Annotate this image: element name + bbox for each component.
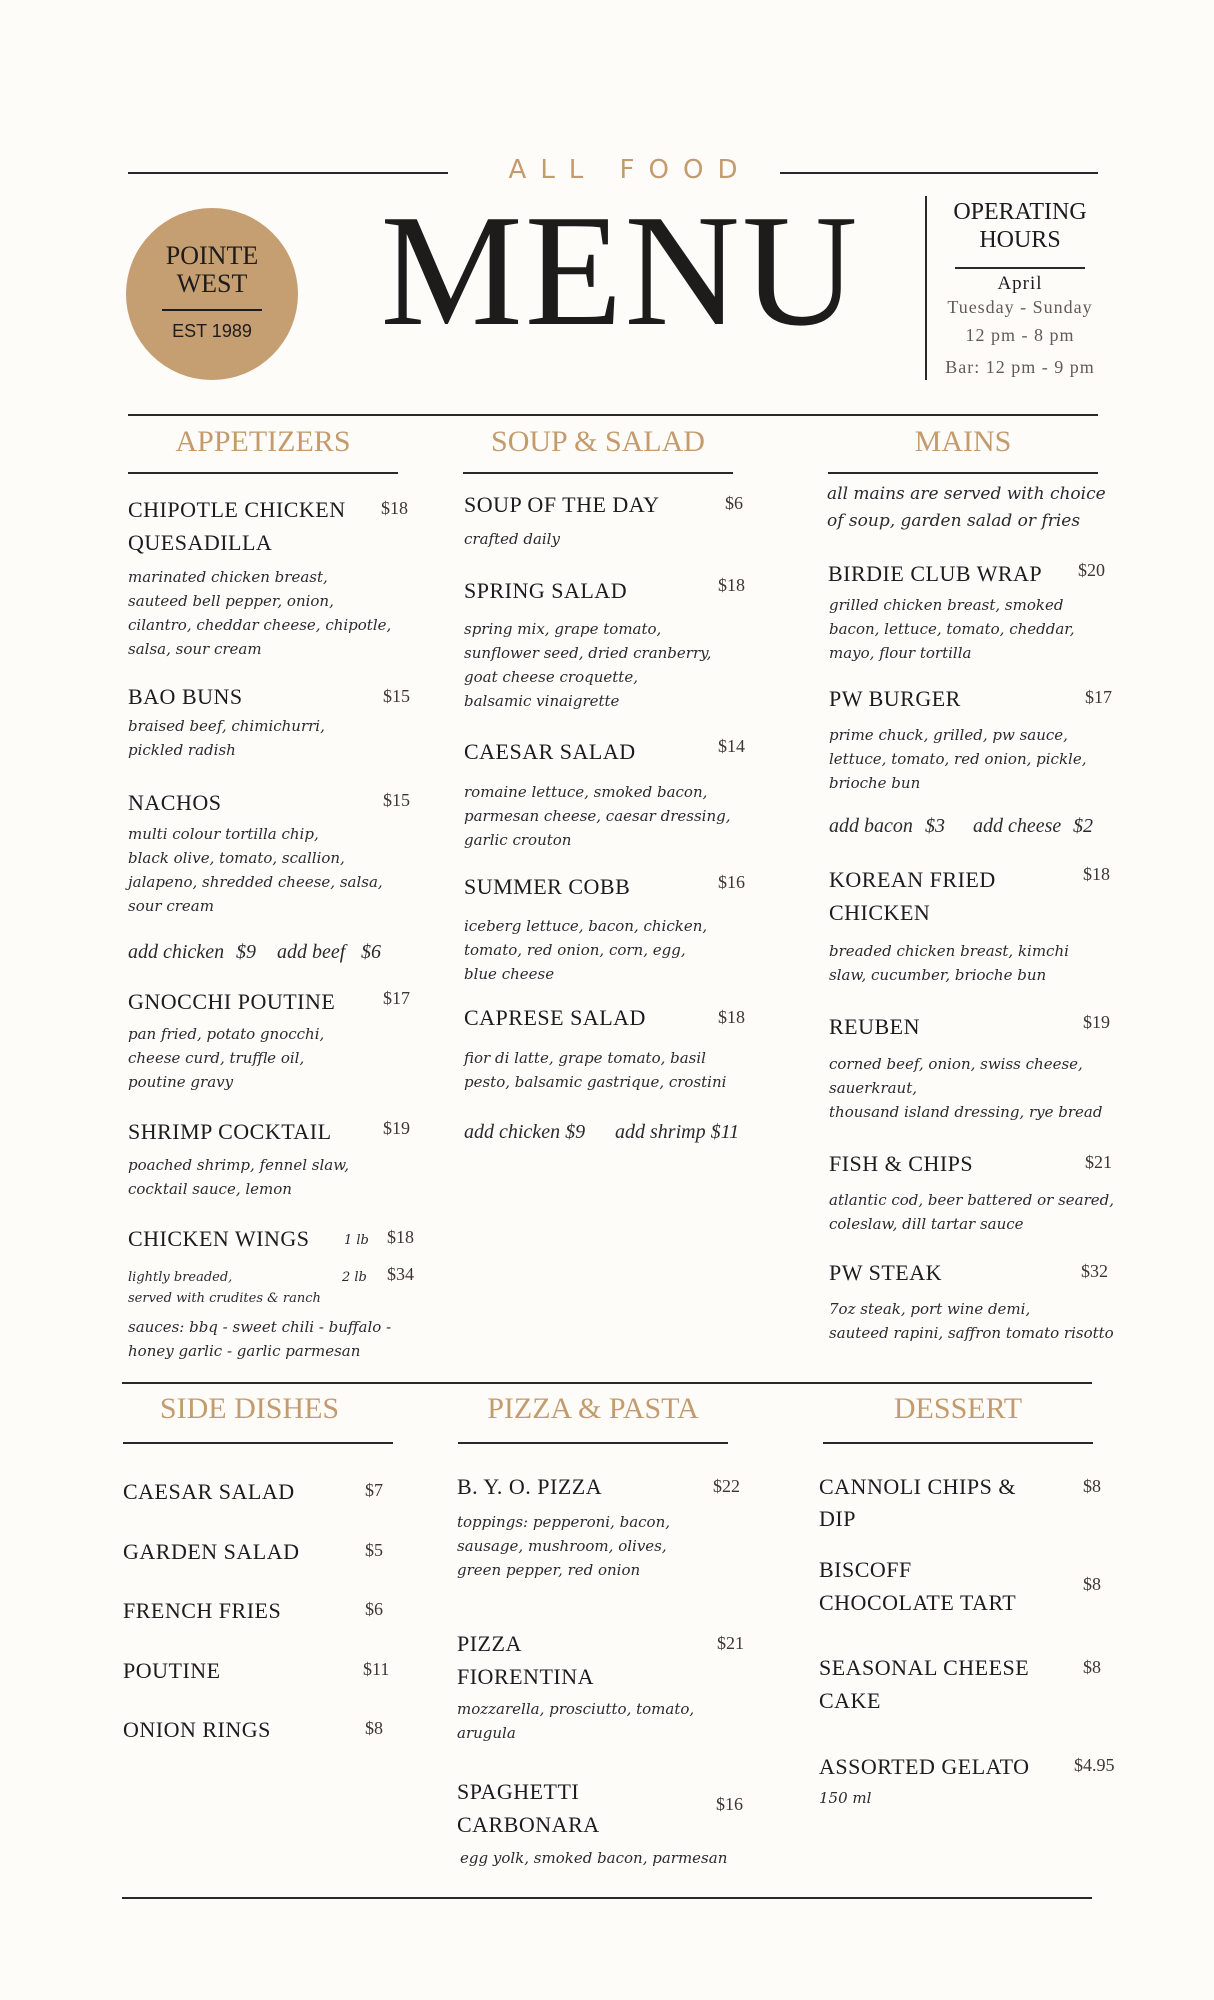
side-price: $7 <box>365 1480 383 1500</box>
desc-line: marinated chicken breast, <box>128 568 328 586</box>
desc-line: atlantic cod, beer battered or seared, <box>829 1191 1115 1209</box>
item-description <box>128 565 391 661</box>
item-description <box>464 1046 726 1094</box>
item-name: CHIPOTLE CHICKEN <box>128 497 346 522</box>
desc-line: mayo, flour tortilla <box>829 644 972 662</box>
desc-line: honey garlic - garlic parmesan <box>128 1342 361 1360</box>
side-price: $6 <box>365 1599 383 1619</box>
item-description <box>829 1188 1114 1236</box>
hours-title-line2: HOURS <box>979 227 1061 253</box>
logo-name <box>126 242 298 298</box>
logo-name-line2: WEST <box>176 269 248 298</box>
item-description <box>128 822 383 918</box>
add-shrimp: add shrimp $11 <box>615 1121 740 1143</box>
mains-underline <box>828 472 1098 474</box>
desc-line: corned beef, onion, swiss cheese, <box>829 1055 1083 1073</box>
desc-line: blue cheese <box>464 965 555 983</box>
desc-line: slaw, cucumber, brioche bun <box>829 966 1047 984</box>
desc-line: mozzarella, prosciutto, tomato, <box>457 1700 695 1718</box>
desc-line: cocktail sauce, lemon <box>128 1180 292 1198</box>
add-chicken: add chicken $9 <box>464 1121 586 1143</box>
item-price: $20 <box>1078 560 1105 580</box>
wings-size-2lb: 2 lb <box>342 1270 367 1285</box>
item-price: $17 <box>1085 687 1112 707</box>
side-name: POUTINE <box>123 1658 221 1683</box>
item-price: $6 <box>725 493 743 513</box>
desc-line: cilantro, cheddar cheese, chipotle, <box>128 616 392 634</box>
item-price: $18 <box>1083 864 1110 884</box>
desc-line: grilled chicken breast, smoked <box>829 596 1064 614</box>
desc-line: sour cream <box>128 897 214 915</box>
desc-line: egg yolk, smoked bacon, parmesan <box>460 1849 728 1867</box>
mains-note <box>827 481 1106 535</box>
desc-line: green pepper, red onion <box>457 1561 641 1579</box>
item-name: PW BURGER <box>829 686 961 711</box>
desc-line: romaine lettuce, smoked bacon, <box>464 783 708 801</box>
desc-line: 150 ml <box>819 1789 872 1807</box>
item-name-cont: CARBONARA <box>457 1812 600 1837</box>
side-name: ONION RINGS <box>123 1717 271 1742</box>
dessert-name-cont: CHOCOLATE TART <box>819 1590 1017 1615</box>
soup-salad-underline <box>463 472 733 474</box>
item-price: $18 <box>718 575 745 595</box>
hours-month: April <box>997 273 1043 294</box>
desc-line: garlic crouton <box>464 831 572 849</box>
item-description <box>464 617 711 713</box>
desc-line: sunflower seed, dried cranberry, <box>464 644 712 662</box>
item-name: SHRIMP COCKTAIL <box>128 1119 332 1144</box>
desc-line: jalapeno, shredded cheese, salsa, <box>128 873 383 891</box>
dessert-name: SEASONAL CHEESE <box>819 1655 1030 1680</box>
dessert-name: CANNOLI CHIPS & <box>819 1474 1016 1499</box>
desc-line: coleslaw, dill tartar sauce <box>829 1215 1024 1233</box>
header-right-rule <box>780 172 1098 174</box>
desc-line: lightly breaded, <box>128 1270 233 1285</box>
desc-line: prime chuck, grilled, pw sauce, <box>829 726 1068 744</box>
hours-underline <box>955 267 1085 269</box>
item-name: B. Y. O. PIZZA <box>457 1474 603 1499</box>
add-bacon-price: $3 <box>925 815 945 837</box>
item-name-cont: FIORENTINA <box>457 1664 594 1689</box>
item-description <box>457 1697 694 1745</box>
item-price: $18 <box>381 498 408 518</box>
item-price: $22 <box>713 1476 740 1496</box>
logo-divider <box>162 309 262 311</box>
desc-line: parmesan cheese, caesar dressing, <box>464 807 731 825</box>
item-price: $14 <box>718 736 745 756</box>
add-beef-label: add beef <box>277 941 346 963</box>
menu-title: MENU <box>380 181 860 359</box>
sides-underline <box>123 1442 393 1444</box>
desc-line: sauteed bell pepper, onion, <box>128 592 334 610</box>
dessert-price: $8 <box>1083 1574 1101 1594</box>
item-name: BAO BUNS <box>128 684 243 709</box>
item-price: $21 <box>717 1633 744 1653</box>
item-description <box>829 1297 1114 1345</box>
desc-line: pan fried, potato gnocchi, <box>128 1025 325 1043</box>
mains-heading: MAINS <box>914 425 1012 458</box>
desc-line: toppings: pepperoni, bacon, <box>457 1513 671 1531</box>
item-description <box>464 780 730 852</box>
logo-name-line1: POINTE <box>165 241 259 270</box>
dessert-description <box>819 1786 871 1810</box>
add-beef-price: $6 <box>361 941 381 963</box>
add-cheese-label: add cheese <box>973 815 1062 837</box>
item-price: $17 <box>383 988 410 1008</box>
hours-bar: Bar: 12 pm - 9 pm <box>945 357 1095 377</box>
item-description <box>464 914 707 986</box>
item-price: $18 <box>718 1007 745 1027</box>
desc-line: served with crudites & ranch <box>128 1291 321 1306</box>
item-description <box>128 714 325 762</box>
item-price: $21 <box>1085 1152 1112 1172</box>
item-description <box>460 1846 727 1870</box>
side-price: $8 <box>365 1718 383 1738</box>
item-description <box>829 939 1069 987</box>
item-name: PW STEAK <box>829 1260 942 1285</box>
desc-line: balsamic vinaigrette <box>464 692 620 710</box>
logo-established: EST 1989 <box>172 321 252 341</box>
desc-line: poutine gravy <box>128 1073 234 1091</box>
side-price: $5 <box>365 1540 383 1560</box>
item-price: $18 <box>387 1227 414 1247</box>
wings-size-1lb: 1 lb <box>344 1233 369 1248</box>
item-name-cont: CHICKEN <box>829 900 931 925</box>
note-line: all mains are served with choice <box>827 484 1106 504</box>
pizza-pasta-heading: PIZZA & PASTA <box>487 1392 699 1425</box>
desc-line: brioche bun <box>829 774 921 792</box>
item-description <box>128 1022 324 1094</box>
desc-line: cheese curd, truffle oil, <box>128 1049 305 1067</box>
item-description <box>457 1510 670 1582</box>
desc-line: black olive, tomato, scallion, <box>128 849 345 867</box>
note-line: of soup, garden salad or fries <box>827 511 1081 531</box>
dessert-name: ASSORTED GELATO <box>819 1754 1030 1779</box>
side-name: FRENCH FRIES <box>123 1598 282 1623</box>
desc-line: arugula <box>457 1724 516 1742</box>
hours-divider <box>925 196 927 380</box>
item-name: SOUP OF THE DAY <box>464 492 660 517</box>
dessert-name: BISCOFF <box>819 1557 912 1582</box>
operating-hours-title <box>935 198 1105 254</box>
header-bottom-rule <box>128 414 1098 416</box>
item-name: CHICKEN WINGS <box>128 1226 310 1251</box>
item-price: $16 <box>716 1794 743 1814</box>
item-description <box>829 1052 1102 1124</box>
desc-line: salsa, sour cream <box>128 640 262 658</box>
side-price: $11 <box>363 1659 390 1679</box>
desc-line: breaded chicken breast, kimchi <box>829 942 1069 960</box>
item-description <box>829 723 1087 795</box>
dessert-heading: DESSERT <box>893 1392 1023 1425</box>
item-price-2lb: $34 <box>387 1264 414 1284</box>
restaurant-logo <box>126 208 298 380</box>
item-name: SPAGHETTI <box>457 1779 580 1804</box>
item-name: KOREAN FRIED <box>829 867 996 892</box>
desc-line: 7oz steak, port wine demi, <box>829 1300 1031 1318</box>
item-price: $19 <box>1083 1012 1110 1032</box>
add-cheese-price: $2 <box>1073 815 1093 837</box>
item-name: FISH & CHIPS <box>829 1151 974 1176</box>
appetizers-underline <box>128 472 398 474</box>
wings-sauces <box>128 1315 391 1363</box>
desc-line: goat cheese croquette, <box>464 668 638 686</box>
menu-subtitle: ALL FOOD <box>508 155 752 185</box>
add-bacon-label: add bacon <box>829 815 913 837</box>
desc-line: poached shrimp, fennel slaw, <box>128 1156 350 1174</box>
dessert-name-cont: CAKE <box>819 1688 881 1713</box>
bottom-rule <box>122 1897 1092 1899</box>
item-name: PIZZA <box>457 1631 522 1656</box>
header-left-rule <box>128 172 448 174</box>
item-description <box>464 527 560 551</box>
item-price: $16 <box>718 872 745 892</box>
desc-line: sausage, mushroom, olives, <box>457 1537 667 1555</box>
desc-line: sauces: bbq - sweet chili - buffalo - <box>128 1318 392 1336</box>
desc-line: pickled radish <box>128 741 236 759</box>
dessert-name-cont: DIP <box>819 1506 856 1531</box>
desc-line: iceberg lettuce, bacon, chicken, <box>464 917 708 935</box>
item-name: BIRDIE CLUB WRAP <box>828 561 1043 586</box>
desc-line: thousand island dressing, rye bread <box>829 1103 1103 1121</box>
item-description <box>128 1267 321 1309</box>
desc-line: multi colour tortilla chip, <box>128 825 319 843</box>
side-name: CAESAR SALAD <box>123 1479 295 1504</box>
desc-line: sauteed rapini, saffron tomato risotto <box>829 1324 1114 1342</box>
item-name: CAESAR SALAD <box>464 739 636 764</box>
item-price: $15 <box>383 790 410 810</box>
item-price: $32 <box>1081 1261 1108 1281</box>
hours-days: Tuesday - Sunday <box>947 297 1093 317</box>
desc-line: crafted daily <box>464 530 560 548</box>
item-name: CAPRESE SALAD <box>464 1005 646 1030</box>
pizza-pasta-underline <box>458 1442 728 1444</box>
item-price: $15 <box>383 686 410 706</box>
desc-line: fior di latte, grape tomato, basil <box>464 1049 706 1067</box>
sides-heading: SIDE DISHES <box>159 1392 340 1425</box>
desc-line: lettuce, tomato, red onion, pickle, <box>829 750 1087 768</box>
add-chicken-label: add chicken <box>128 941 225 963</box>
item-description <box>829 593 1075 665</box>
item-name: SPRING SALAD <box>464 578 628 603</box>
dessert-price: $8 <box>1083 1476 1101 1496</box>
item-name: GNOCCHI POUTINE <box>128 989 336 1014</box>
desc-line: braised beef, chimichurri, <box>128 717 325 735</box>
dessert-underline <box>823 1442 1093 1444</box>
hours-time: 12 pm - 8 pm <box>965 325 1075 345</box>
dessert-price: $8 <box>1083 1657 1101 1677</box>
desc-line: sauerkraut, <box>829 1079 918 1097</box>
item-name: SUMMER COBB <box>464 874 631 899</box>
desc-line: spring mix, grape tomato, <box>464 620 662 638</box>
side-name: GARDEN SALAD <box>123 1539 300 1564</box>
middle-rule <box>122 1382 1092 1384</box>
desc-line: pesto, balsamic gastrique, crostini <box>464 1073 727 1091</box>
item-description <box>128 1153 349 1201</box>
item-name: NACHOS <box>128 790 222 815</box>
item-name: REUBEN <box>829 1014 920 1039</box>
hours-title-line1: OPERATING <box>953 199 1087 225</box>
soup-salad-heading: SOUP & SALAD <box>491 425 705 458</box>
add-chicken-price: $9 <box>236 941 256 963</box>
appetizers-heading: APPETIZERS <box>175 425 351 458</box>
desc-line: tomato, red onion, corn, egg, <box>464 941 686 959</box>
dessert-price: $4.95 <box>1074 1755 1115 1775</box>
item-price: $19 <box>383 1118 410 1138</box>
desc-line: bacon, lettuce, tomato, cheddar, <box>829 620 1075 638</box>
item-name-cont: QUESADILLA <box>128 530 273 555</box>
